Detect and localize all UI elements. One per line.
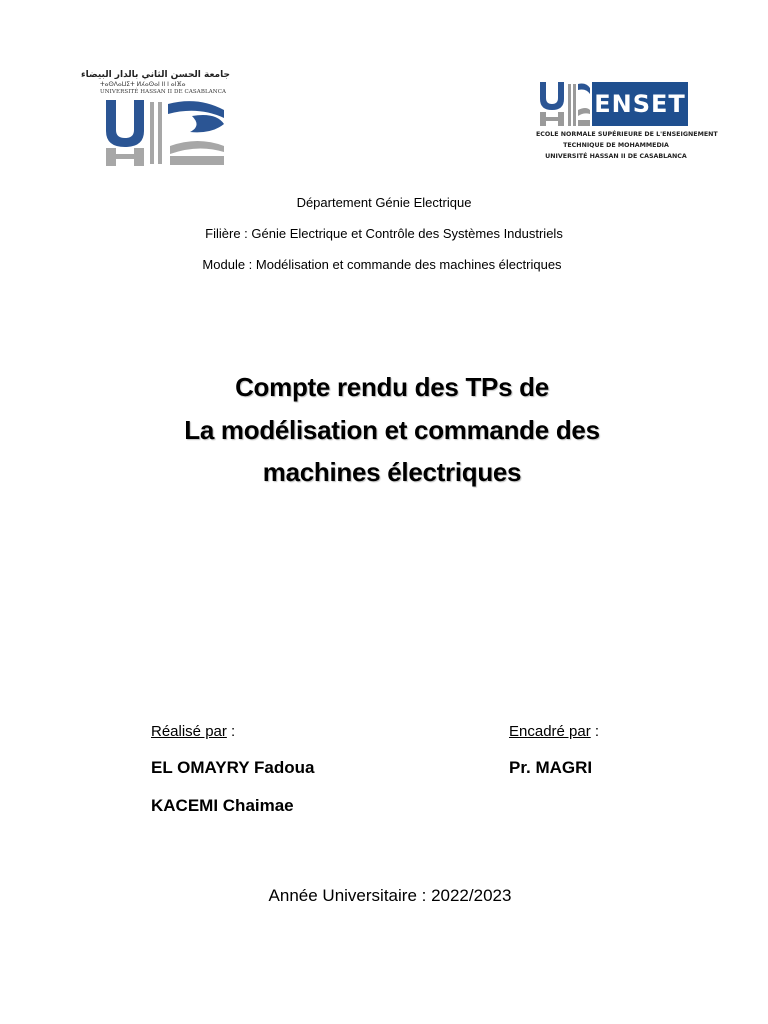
department-line: Département Génie Electrique	[296, 195, 472, 210]
authors-label-suffix: :	[226, 723, 236, 740]
enset-wordmark: ENSET	[592, 82, 688, 126]
logo-latin-name: UNIVERSITÉ HASSAN II DE CASABLANCA	[100, 89, 227, 95]
enset-logo	[536, 80, 718, 170]
title-line-2: La modélisation et commande des	[184, 415, 600, 445]
enset-subtitle-line-2: TECHNIQUE DE MOHAMMEDIA	[563, 142, 669, 149]
author-name-2: KACEMI Chaimae	[151, 796, 294, 815]
enset-subtitle-line-3: UNIVERSITÉ HASSAN II DE CASABLANCA	[545, 153, 687, 160]
uh2-emblem-icon	[102, 98, 230, 168]
supervisor-label-text: Encadré par	[509, 723, 591, 740]
university-hassan-ii-logo	[81, 70, 232, 170]
enset-emblem-icon	[538, 80, 590, 128]
title-line-3: machines électriques	[262, 457, 522, 487]
supervisor-name: Pr. MAGRI	[509, 758, 593, 777]
module-line: Module : Modélisation et commande des machines électriques	[202, 257, 562, 272]
authors-label	[151, 723, 235, 740]
logo-arabic-name: جامعة الحسن الثاني بالدار البيضاء	[81, 70, 230, 80]
enset-subtitle-line-1: ECOLE NORMALE SUPÉRIEURE DE L'ENSEIGNEMENT	[536, 131, 718, 138]
supervisor-label	[509, 723, 599, 740]
authors-label-text: Réalisé par	[151, 723, 227, 740]
logo-tifinagh-name: ⵜⴰⵙⴷⴰⵡⵉⵜ ⵍⵃⴰⵙⴰⵏ II ⵏ ⴰⵏⴼⴰ	[100, 81, 186, 88]
filiere-line: Filière : Génie Electrique et Contrôle des Systèmes Industriels	[205, 226, 563, 241]
title-line-1: Compte rendu des TPs de	[235, 372, 549, 402]
author-name-1: EL OMAYRY Fadoua	[151, 758, 315, 777]
academic-year: Année Universitaire : 2022/2023	[268, 886, 512, 905]
supervisor-label-suffix: :	[590, 723, 600, 740]
